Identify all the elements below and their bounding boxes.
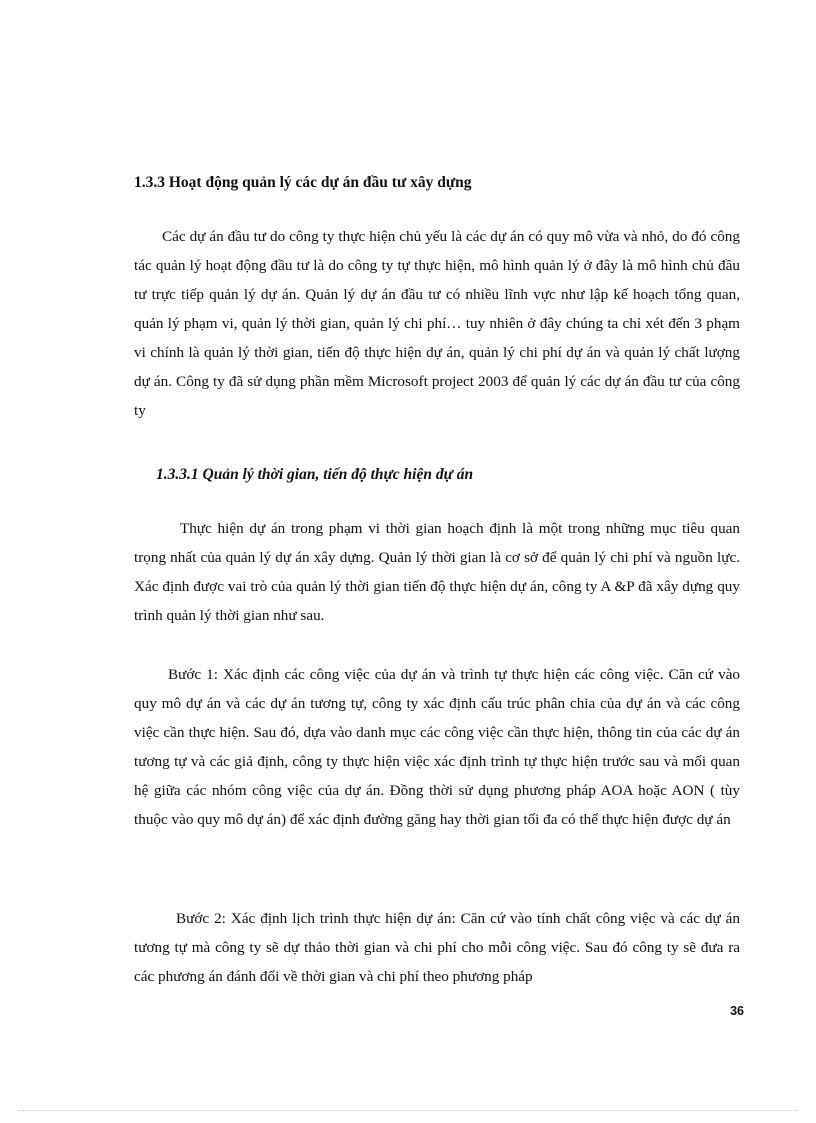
paragraph-intro: Các dự án đầu tư do công ty thực hiện chủ yếu là các dự án có quy mô vừa và nhỏ, do đó công tác quản lý hoạt động đầu tư là do công ty tự thực hiện, mô hình quản lý ở đây là mô hình chủ đầu tư trực tiếp quản lý dự án. Quản lý dự án đầu tư có nhiều lĩnh vực như lập kế hoạch tổng quan, quản lý phạm vi, quản lý thời gian, quản lý chi phí… tuy nhiên ở đây chúng ta chỉ xét đến 3 phạm vi chính là quản lý thời gian, tiến độ thực hiện dự án, quản lý chi phí dự án và quản lý chất lượng dự án. Công ty đã sử dụng phần mềm Microsoft project 2003 để quản lý các dự án đầu tư của công ty [134, 228, 740, 419]
section-heading: 1.3.3 Hoạt động quản lý các dự án đầu tư xây dựng [134, 174, 472, 191]
page-number: 36 [730, 1004, 744, 1018]
footer-divider [18, 1110, 798, 1111]
paragraph-time-management: Thực hiện dự án trong phạm vi thời gian hoạch định là một trong những mục tiêu quan trọng nhất của quản lý dự án xây dựng. Quản lý thời gian là cơ sở để quản lý chi phí và nguồn lực. Xác định được vai trò của quản lý thời gian tiến độ thực hiện dự án, công ty A &P đã xây dựng quy trình quản lý thời gian như sau. [134, 520, 740, 624]
subsection-heading: 1.3.3.1 Quản lý thời gian, tiến độ thực hiện dự án [156, 466, 474, 483]
paragraph-step-1: Bước 1: Xác định các công việc của dự án và trình tự thực hiện các công việc. Căn cứ vào quy mô dự án và các dự án tương tự, công ty xác định cấu trúc phân chia của dự án và các công việc cần thực hiện. Sau đó, dựa vào danh mục các công việc cần thực hiện, thông tin của các dự án tương tự và các giả định, công ty thực hiện việc xác định trình tự thực hiện trước sau và mối quan hệ giữa các nhóm công việc của dự án. Đồng thời sử dụng phương pháp AOA hoặc AON ( tùy thuộc vào quy mô dự án) để xác định đường găng hay thời gian tối đa có thể thực hiện được dự án [134, 666, 740, 828]
paragraph-step-2: Bước 2: Xác định lịch trình thực hiện dự án: Căn cứ vào tính chất công việc và các dự án tương tự mà công ty sẽ dự thảo thời gian và chi phí cho mỗi công việc. Sau đó công ty sẽ đưa ra các phương án đánh đổi về thời gian và chi phí theo phương pháp [134, 910, 740, 985]
